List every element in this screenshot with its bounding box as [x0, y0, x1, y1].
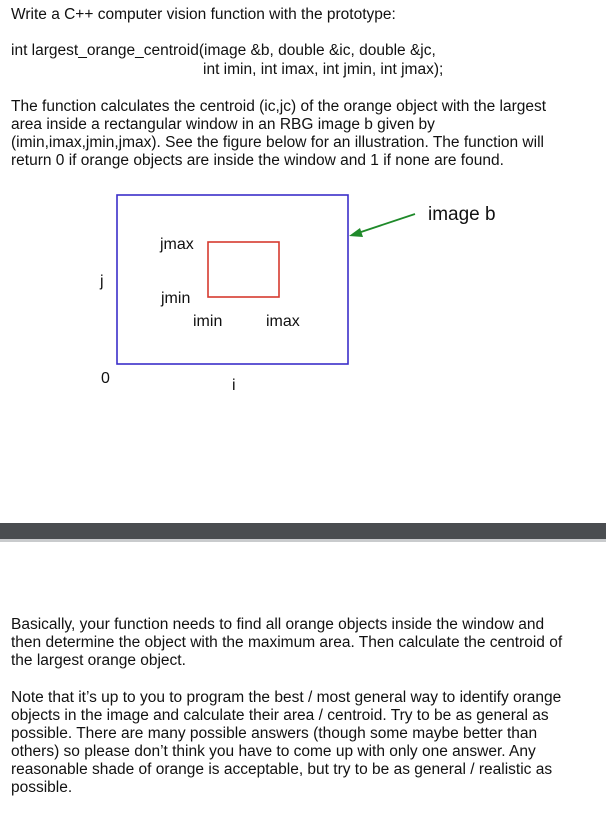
- imin-label: imin: [193, 313, 223, 330]
- description-line: The function calculates the centroid (ic,jc) of the orange object with the largest: [11, 98, 547, 115]
- prototype-line-1: int largest_orange_centroid(image &b, double &ic, double &jc,: [11, 42, 436, 59]
- paragraph-line: possible.: [11, 779, 73, 796]
- page-divider: [0, 523, 606, 539]
- paragraph-line: then determine the object with the maximum area. Then calculate the centroid of: [11, 634, 563, 651]
- paragraph-line: objects in the image and calculate their area / centroid. Try to be as general as: [11, 707, 549, 724]
- description-line: return 0 if orange objects are inside the window and 1 if none are found.: [11, 152, 504, 169]
- paragraph-line: the largest orange object.: [11, 652, 186, 669]
- description-line: area inside a rectangular window in an RBG image b given by: [11, 116, 435, 133]
- image-b-rectangle: [117, 195, 348, 364]
- arrow-head-icon: [349, 228, 363, 237]
- image-b-label: image b: [428, 204, 496, 225]
- paragraph-line: reasonable shade of orange is acceptable, but try to be as general / realistic as: [11, 761, 553, 778]
- paragraph-line: others) so please don’t think you have to come up with only one answer. Any: [11, 743, 536, 760]
- paragraph-line: Note that it’s up to you to program the best / most general way to identify orange: [11, 689, 562, 706]
- origin-label: 0: [101, 370, 110, 387]
- imax-label: imax: [266, 313, 300, 330]
- jmin-label: jmin: [161, 290, 191, 307]
- paragraph-line: Basically, your function needs to find all orange objects inside the window and: [11, 616, 545, 633]
- window-illustration: [0, 185, 606, 400]
- j-axis-label: j: [100, 273, 104, 290]
- arrow-line: [358, 214, 415, 233]
- heading-text: Write a C++ computer vision function with the prototype:: [11, 6, 396, 23]
- i-axis-label: i: [232, 377, 236, 394]
- prototype-line-2: int imin, int imax, int jmin, int jmax);: [203, 61, 444, 78]
- description-line: (imin,imax,jmin,jmax). See the figure below for an illustration. The function will: [11, 134, 544, 151]
- jmax-label: jmax: [160, 236, 194, 253]
- page-divider-shadow: [0, 539, 606, 542]
- window-rectangle: [208, 242, 279, 297]
- paragraph-line: possible. There are many possible answers (though some maybe better than: [11, 725, 538, 742]
